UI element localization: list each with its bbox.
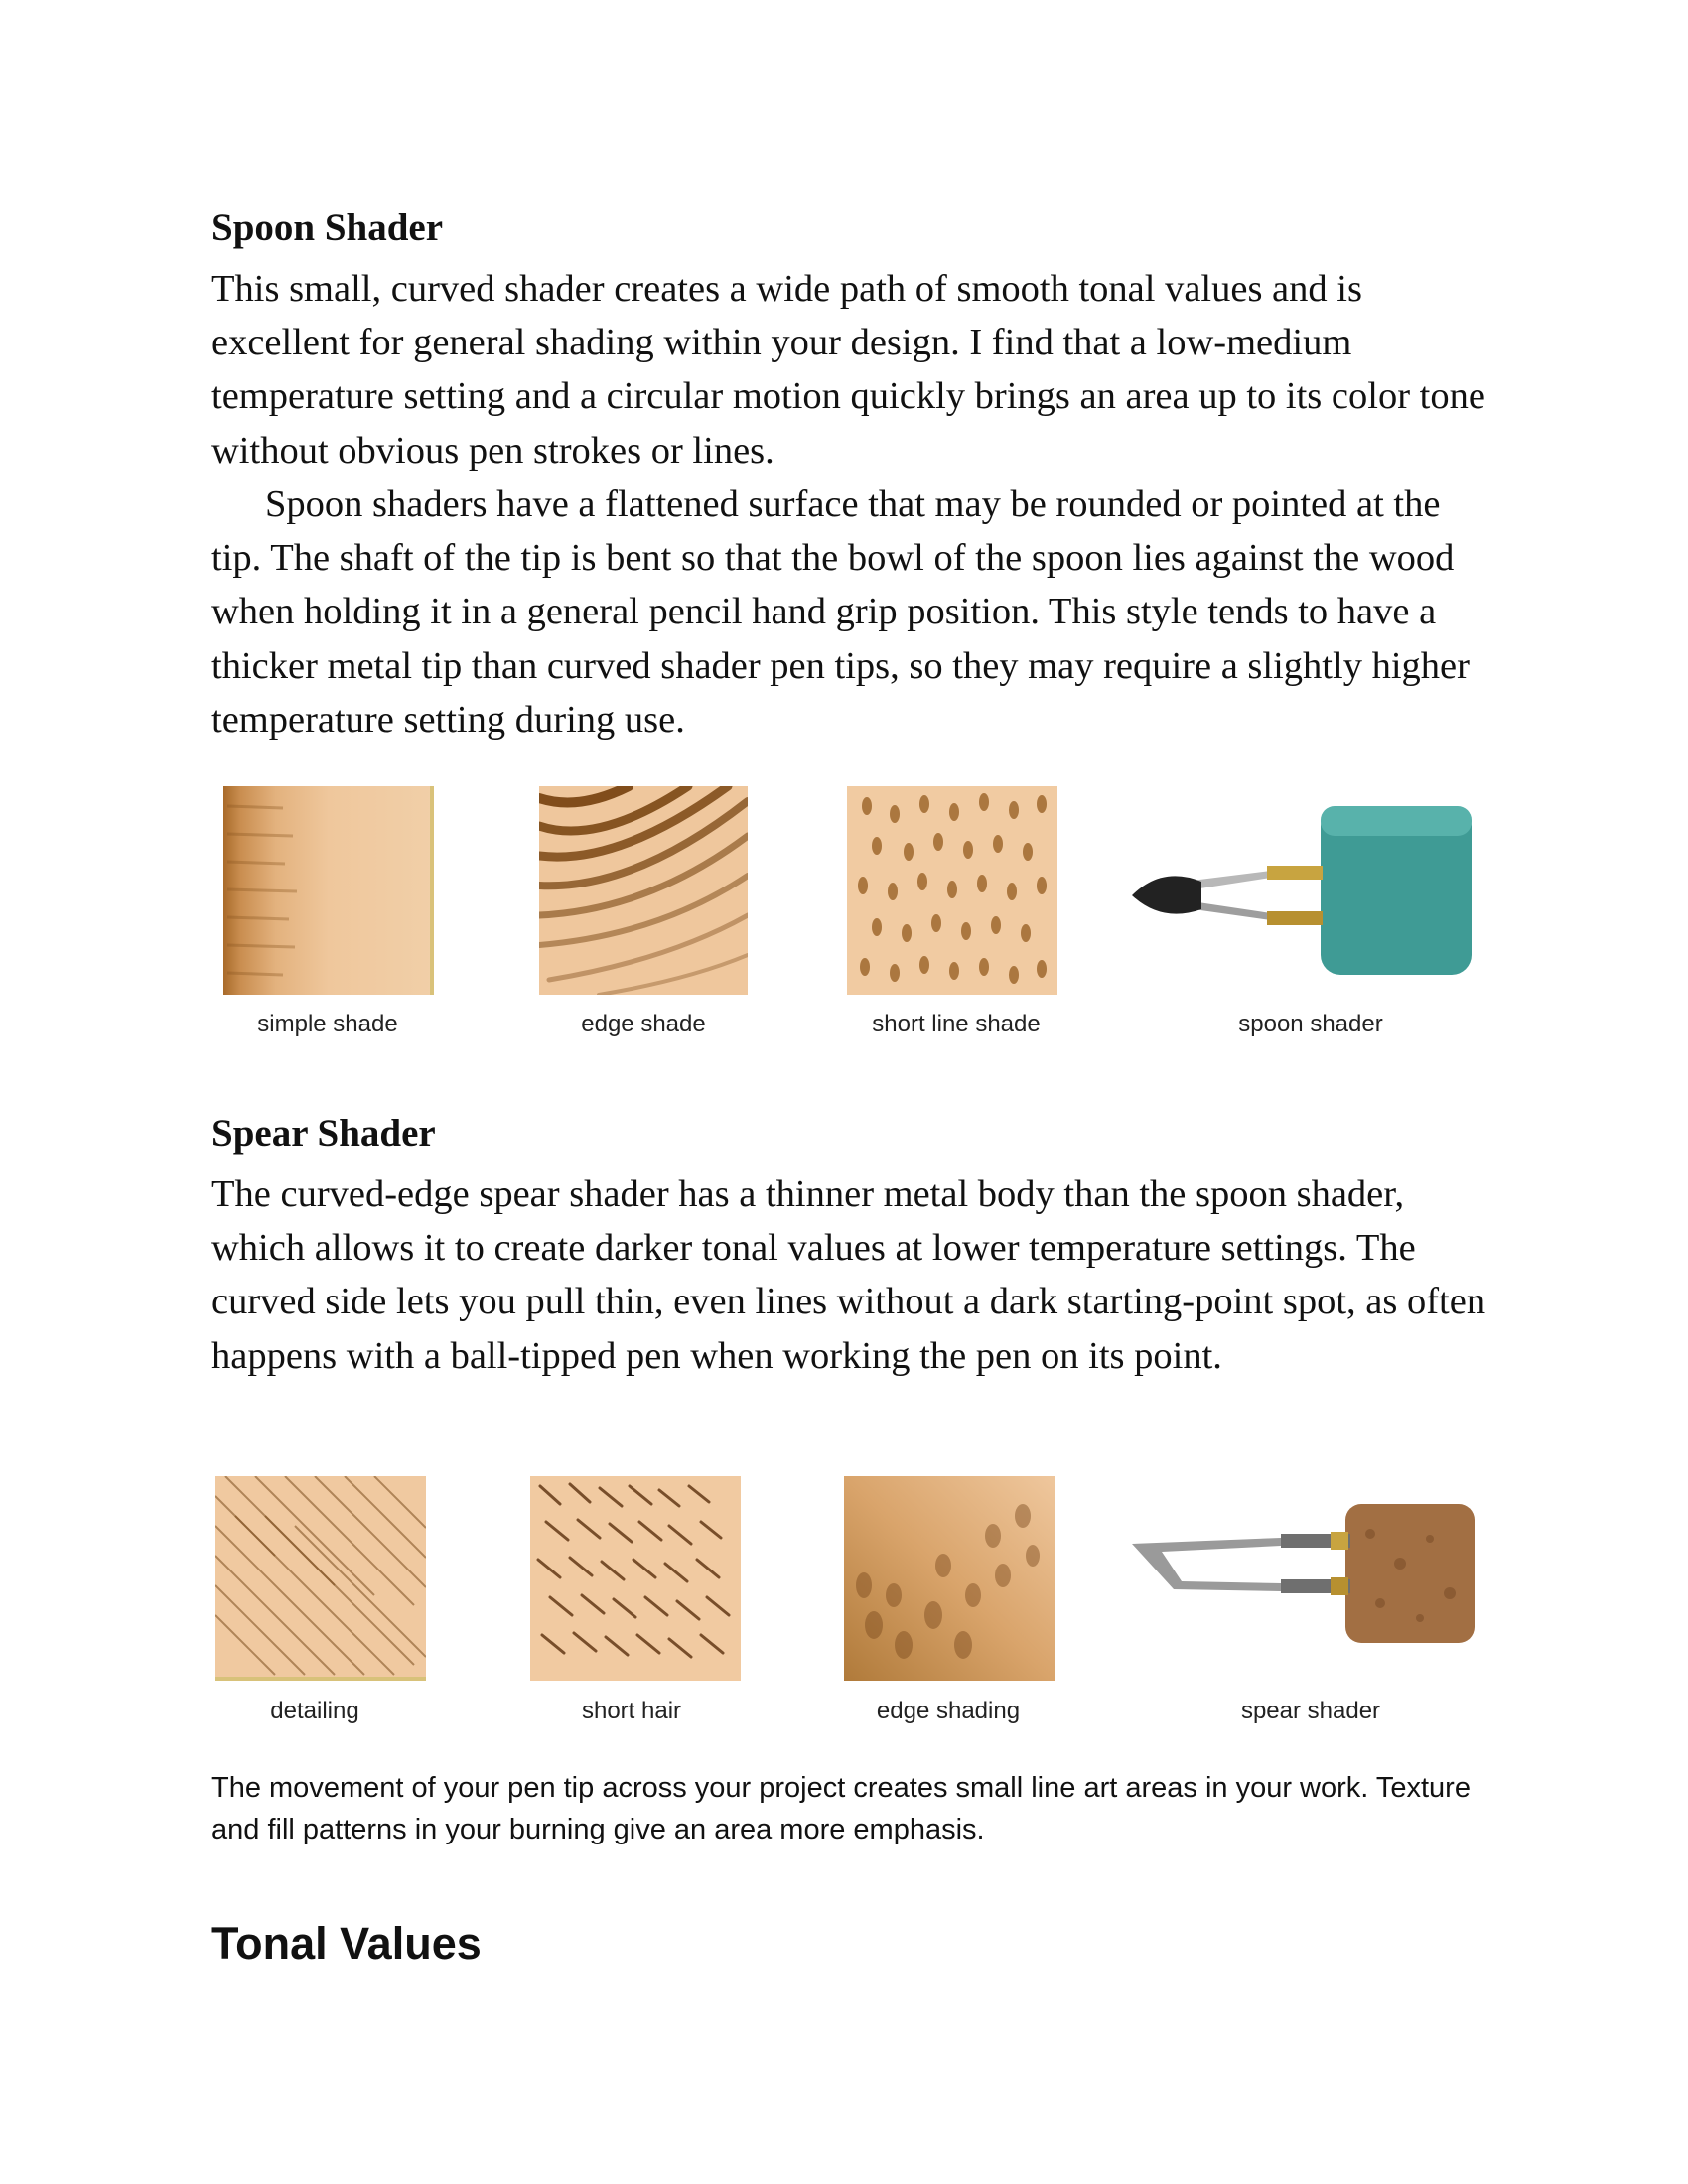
edge-shading-caption: edge shading (876, 1698, 1021, 1724)
spoon-shader-heading: Spoon Shader (211, 206, 444, 249)
simple-shade-caption: simple shade (257, 1011, 398, 1037)
edge-shade-swatch (539, 786, 748, 995)
spear-shader-paragraph: The curved-edge spear shader has a thinner metal body than the spoon shader, which allows it to create darker tonal values at lower temperature settings. The curved side lets you pull thin, even lines without a dark starting-point spot, as often happens with a ball-tipped pen when working the pen on its point. (211, 1173, 1486, 1377)
spoon-shader-pen-image (1132, 806, 1472, 975)
spear-shader-heading: Spear Shader (211, 1112, 436, 1155)
detailing-caption: detailing (270, 1698, 359, 1724)
spear-shader-pen-image (1132, 1504, 1475, 1643)
edge-shading-swatch (844, 1476, 1055, 1681)
spoon-shader-paragraph-1: This small, curved shader creates a wide path of smooth tonal values and is excellent for general shading within your design. I find that a low-medium temperature setting and a circular motion quickly brings an area up to its color tone without obvious pen strokes or lines. (211, 268, 1485, 472)
tonal-values-heading: Tonal Values (211, 1918, 482, 1969)
figure-caption: The movement of your pen tip across your project creates small line art areas in your work. Texture and fill patterns in your burning give an area more emphasis. (211, 1772, 1471, 1845)
spoon-shader-caption: spoon shader (1238, 1011, 1383, 1037)
simple-shade-swatch (223, 786, 434, 995)
spoon-shader-paragraph-2: Spoon shaders have a flattened surface that may be rounded or pointed at the tip. The shaft of the tip is bent so that the bowl of the spoon lies against the wood when holding it in a general pencil hand grip position. This style tends to have a thicker metal tip than curved shader pen tips, so they may require a slightly higher temperature setting during use. (211, 483, 1470, 741)
short-line-shade-caption: short line shade (872, 1011, 1041, 1037)
short-line-shade-swatch (847, 786, 1057, 995)
short-hair-caption: short hair (581, 1698, 682, 1724)
short-hair-swatch (530, 1476, 741, 1681)
edge-shade-caption: edge shade (581, 1011, 706, 1037)
detailing-swatch (215, 1476, 426, 1681)
spear-shader-caption: spear shader (1240, 1698, 1381, 1724)
